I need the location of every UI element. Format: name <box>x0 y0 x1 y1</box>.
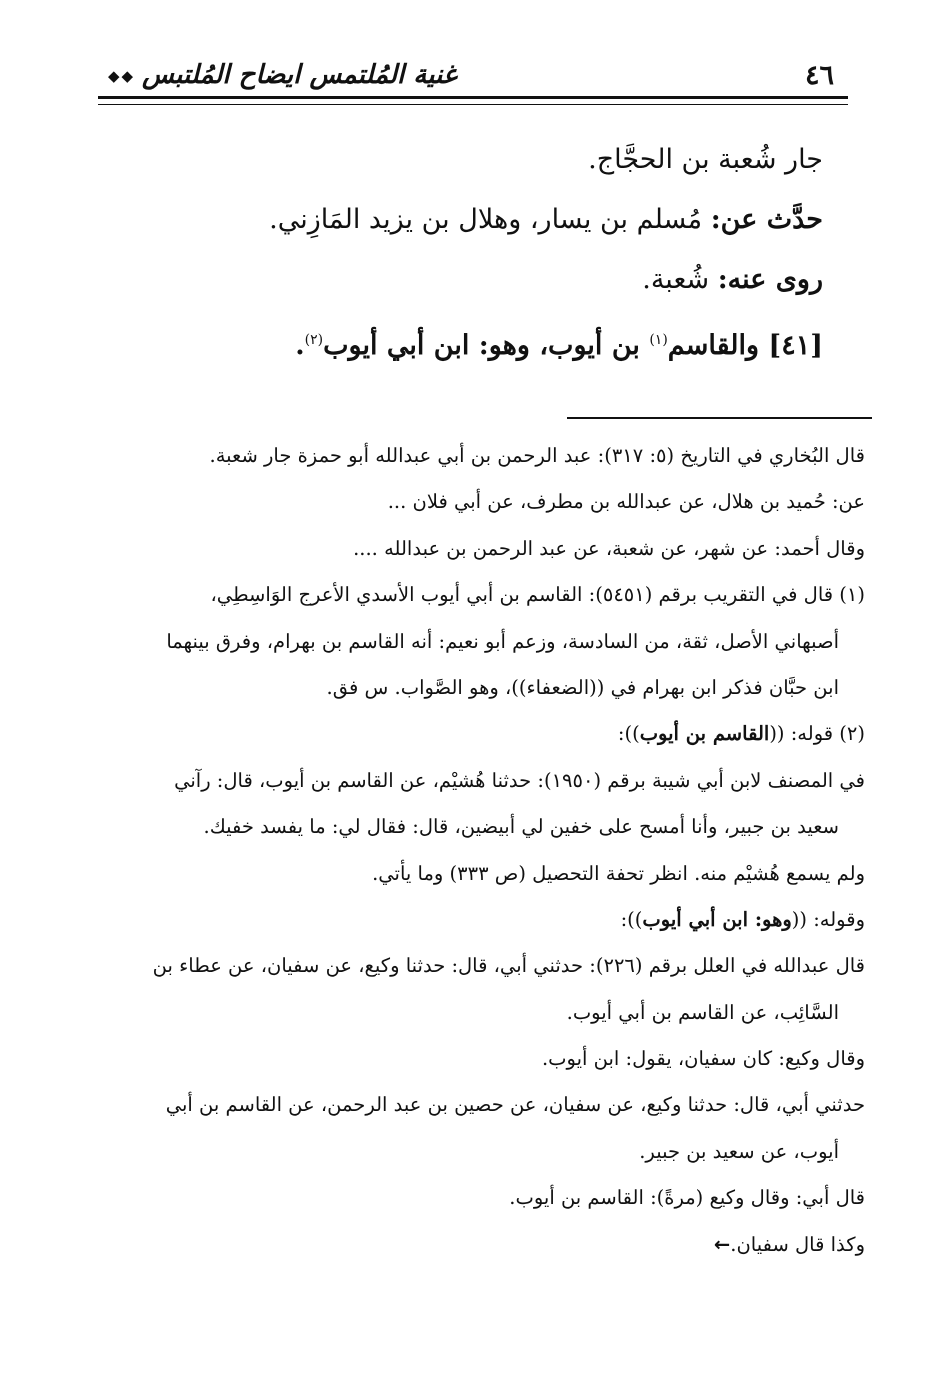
narrated-by-text: شُعبة. <box>642 264 718 295</box>
note-line-continued: سعيد بن جبير، وأنا أمسح على خفين لي أبيضين، قال: فقال لي: ما يفسد خفيك. <box>203 815 839 839</box>
continued-arrow-icon: ← <box>713 1232 731 1256</box>
note-line: في المصنف لابن أبي شيبة برقم (١٩٥٠): حدثنا هُشيْم، عن القاسم بن أيوب، قال: رآني <box>174 768 865 792</box>
narrated-by-label: روى عنه: <box>717 264 823 295</box>
note-quote-line <box>75 901 865 947</box>
entry-heading-end: . <box>295 330 305 361</box>
note-last-line-text: وكذا قال سفيان. <box>730 1232 865 1256</box>
main-line-1-text: جار شُعبة بن الحجَّاج. <box>588 144 823 175</box>
entry-heading: [٤١] والقاسم <box>667 330 823 361</box>
main-text <box>123 138 823 378</box>
note-line: وقال وكيع: كان سفيان، يقول: ابن أيوب. <box>541 1047 865 1071</box>
main-line-1 <box>123 138 823 198</box>
diamond-ornament-icon: ◆◆ <box>108 67 136 85</box>
main-line-2 <box>123 198 823 258</box>
footnote-2-suffix: )): <box>617 722 640 746</box>
footnote-ref-2: (٢) <box>304 332 324 348</box>
entry-heading-continued: بن أيوب، وهو: ابن أبي أيوب <box>323 330 650 361</box>
note-line: قال أبي: وقال وكيع (مرةً): القاسم بن أيوب. <box>509 1186 865 1210</box>
note-quote-bold: وهو: ابن أبي أيوب <box>642 907 792 931</box>
page-header <box>98 52 848 110</box>
note-line: وقال أحمد: عن شهر، عن شعبة، عن عبد الرحمن بن عبدالله .... <box>353 536 865 560</box>
narrated-from-label: حدَّث عن: <box>710 204 823 235</box>
note-line-continued: أيوب، عن سعيد بن جبير. <box>639 1139 839 1163</box>
note-quote-suffix: )): <box>620 907 643 931</box>
footnote-separator <box>567 417 872 419</box>
note-line-continued: السَّائِب، عن القاسم بن أبي أيوب. <box>566 1000 839 1024</box>
note-line: قال البُخاري في التاريخ (٥: ٣١٧): عبد الرحمن بن أبي عبدالله أبو حمزة جار شعبة. <box>209 444 865 467</box>
footnote-2-quote: القاسم بن أيوب <box>639 722 770 746</box>
note-last-line <box>75 1226 865 1272</box>
footnote-2 <box>75 715 865 761</box>
note-line: قال عبدالله في العلل برقم (٢٢٦): حدثني أبي، قال: حدثنا وكيع، عن سفيان، عن عطاء بن <box>152 954 865 978</box>
footnotes <box>75 437 865 1272</box>
main-line-3 <box>123 258 823 318</box>
footnote-1: (١) قال في التقريب برقم (٥٤٥١): القاسم بن أبي أيوب الأسدي الأعرج الوَاسِطِي، <box>210 583 865 607</box>
note-line: عن: حُميد بن هلال، عن عبدالله بن مطرف، عن أبي فلان ... <box>387 490 865 514</box>
header-rule-thin <box>98 104 848 105</box>
note-line: ولم يسمع هُشيْم منه. انظر تحفة التحصيل (ص ٣٣٣) وما يأتي. <box>372 861 865 885</box>
footnote-1-continued: ابن حبَّان فذكر ابن بهرام في ((الضعفاء))، وهو الصَّواب. س فق. <box>326 675 839 699</box>
header-rule-thick <box>98 96 848 99</box>
running-title: غنية المُلتمس ايضاح المُلتبس <box>142 60 457 90</box>
page-number: ٤٦ <box>804 60 834 91</box>
footnote-2-prefix: (٢) قوله: (( <box>769 722 865 746</box>
note-quote-prefix: وقوله: (( <box>791 907 865 931</box>
note-line: حدثني أبي، قال: حدثنا وكيع، عن سفيان، عن حصين بن عبد الرحمن، عن القاسم بن أبي <box>165 1093 865 1117</box>
main-line-4 <box>123 318 823 378</box>
narrated-from-text: مُسلم بن يسار، وهلال بن يزيد المَازِني. <box>269 204 711 235</box>
footnote-1-continued: أصبهاني الأصل، ثقة، من السادسة، وزعم أبو نعيم: أنه القاسم بن بهرام، وفرق بينهما <box>166 629 839 653</box>
footnote-ref-1: (١) <box>649 332 668 348</box>
